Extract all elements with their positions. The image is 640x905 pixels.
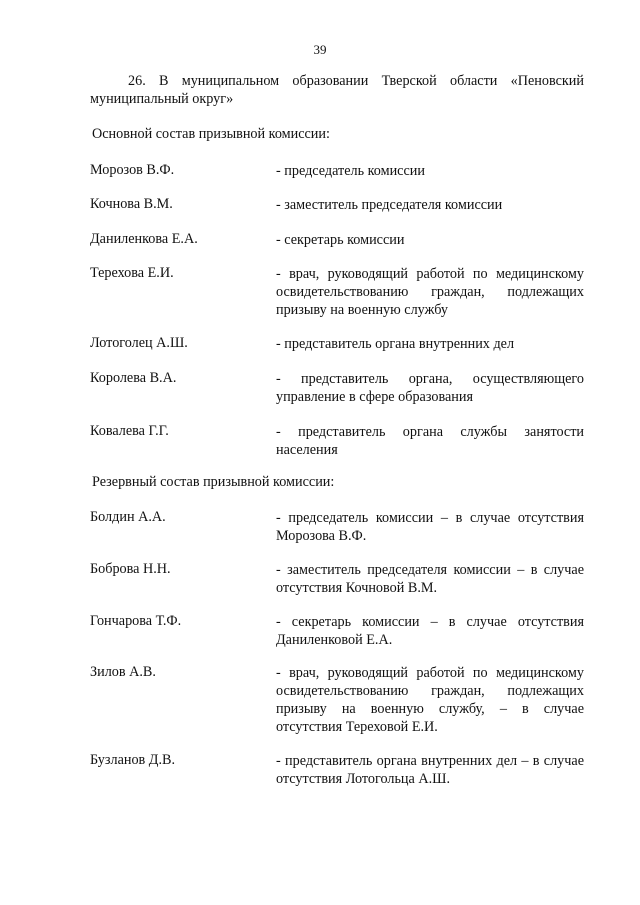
member-role: - секретарь комиссии – в случае отсутствия Даниленковой Е.А. bbox=[276, 614, 584, 648]
heading-text: 26. В муниципальном образовании Тверской области «Пеновский муниципальный округ» bbox=[90, 73, 584, 107]
member-name: Даниленкова Е.А. bbox=[90, 231, 198, 247]
member-role: - заместитель председателя комиссии – в случае отсутствия Кочновой В.М. bbox=[276, 562, 584, 596]
member-name: Морозов В.Ф. bbox=[90, 162, 175, 178]
reserve-composition-label: Резервный состав призывной комиссии: bbox=[92, 474, 335, 490]
member-role: - секретарь комиссии bbox=[276, 232, 405, 248]
section-heading bbox=[90, 72, 584, 108]
member-role: - врач, руководящий работой по медицинскому освидетельствованию граждан, подлежащих призыву на военную службу, – в случае отсутствия Тереховой Е.И. bbox=[276, 665, 584, 735]
member-name: Лотоголец А.Ш. bbox=[90, 335, 188, 351]
member-name: Ковалева Г.Г. bbox=[90, 423, 169, 439]
member-name: Зилов А.В. bbox=[90, 664, 156, 680]
member-name: Кочнова В.М. bbox=[90, 196, 173, 212]
member-name: Королева В.А. bbox=[90, 370, 177, 386]
member-name: Гончарова Т.Ф. bbox=[90, 613, 182, 629]
member-role: - заместитель председателя комиссии bbox=[276, 197, 503, 213]
member-role: - председатель комиссии – в случае отсутствия Морозова В.Ф. bbox=[276, 510, 584, 544]
member-name: Бузланов Д.В. bbox=[90, 752, 176, 768]
member-role: - представитель органа, осуществляющего управление в сфере образования bbox=[276, 371, 584, 405]
member-name: Боброва Н.Н. bbox=[90, 561, 171, 577]
member-name: Терехова Е.И. bbox=[90, 265, 174, 281]
member-role: - представитель органа внутренних дел bbox=[276, 336, 515, 352]
main-composition-label: Основной состав призывной комиссии: bbox=[92, 126, 330, 142]
member-role: - представитель органа внутренних дел – в случае отсутствия Лотогольца А.Ш. bbox=[276, 753, 584, 787]
member-role: - представитель органа службы занятости населения bbox=[276, 424, 584, 458]
member-name: Болдин А.А. bbox=[90, 509, 166, 525]
member-role: - председатель комиссии bbox=[276, 163, 425, 179]
page-number: 39 bbox=[313, 42, 327, 57]
member-role: - врач, руководящий работой по медицинскому освидетельствованию граждан, подлежащих призыву на военную службу bbox=[276, 266, 584, 318]
